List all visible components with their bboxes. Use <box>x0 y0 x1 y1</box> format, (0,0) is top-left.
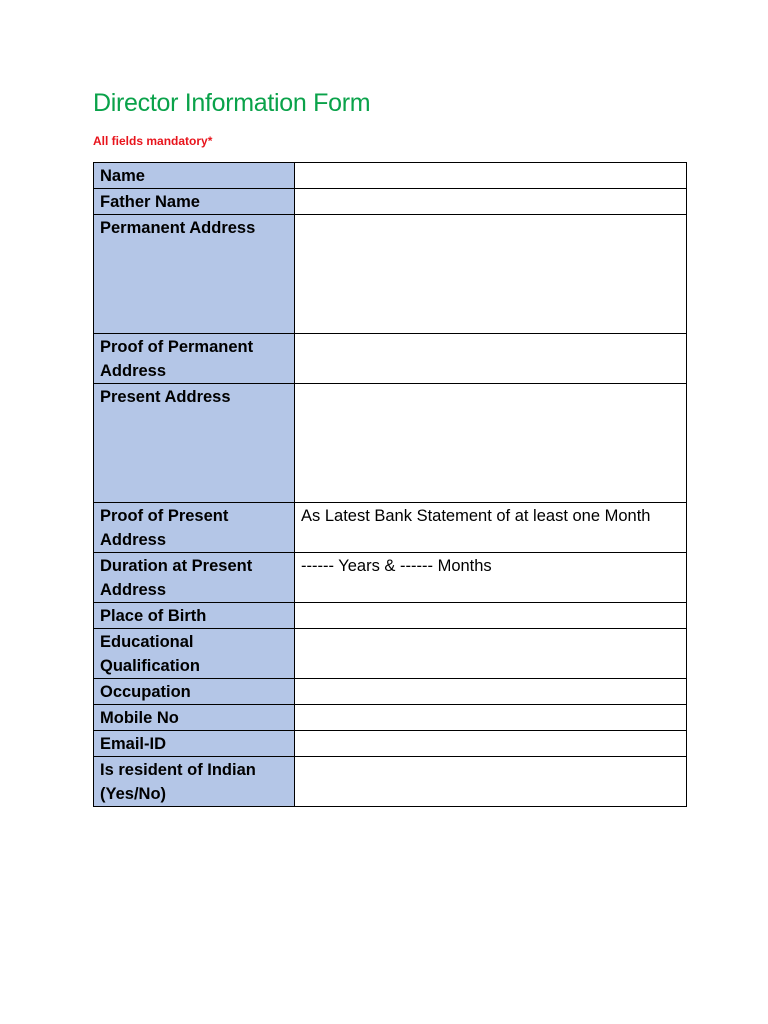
field-value-name[interactable] <box>295 163 687 189</box>
field-label-place-of-birth: Place of Birth <box>94 603 295 629</box>
field-value-duration-at-present-address[interactable]: ------ Years & ------ Months <box>295 553 687 603</box>
field-label-email-id: Email-ID <box>94 731 295 757</box>
field-value-email-id[interactable] <box>295 731 687 757</box>
table-row <box>94 334 687 384</box>
table-row <box>94 553 687 603</box>
form-title: Director Information Form <box>93 89 371 117</box>
director-info-table <box>93 162 687 807</box>
field-label-name: Name <box>94 163 295 189</box>
table-row <box>94 731 687 757</box>
table-row <box>94 215 687 334</box>
table-row <box>94 705 687 731</box>
table-row <box>94 679 687 705</box>
table-row <box>94 757 687 807</box>
field-value-occupation[interactable] <box>295 679 687 705</box>
field-value-present-address[interactable] <box>295 384 687 503</box>
field-value-proof-of-permanent-address[interactable] <box>295 334 687 384</box>
field-label-is-resident-of-indian: Is resident of Indian (Yes/No) <box>94 757 295 807</box>
mandatory-note: All fields mandatory* <box>93 134 213 148</box>
field-label-occupation: Occupation <box>94 679 295 705</box>
field-label-duration-at-present-address: Duration at Present Address <box>94 553 295 603</box>
field-label-permanent-address: Permanent Address <box>94 215 295 334</box>
field-value-educational-qualification[interactable] <box>295 629 687 679</box>
field-label-proof-of-permanent-address: Proof of Permanent Address <box>94 334 295 384</box>
field-value-permanent-address[interactable] <box>295 215 687 334</box>
field-value-mobile-no[interactable] <box>295 705 687 731</box>
field-label-mobile-no: Mobile No <box>94 705 295 731</box>
field-label-father-name: Father Name <box>94 189 295 215</box>
table-row <box>94 189 687 215</box>
table-row <box>94 629 687 679</box>
table-row <box>94 384 687 503</box>
field-label-educational-qualification: Educational Qualification <box>94 629 295 679</box>
field-value-father-name[interactable] <box>295 189 687 215</box>
field-label-proof-of-present-address: Proof of Present Address <box>94 503 295 553</box>
table-row <box>94 163 687 189</box>
table-row <box>94 503 687 553</box>
field-value-proof-of-present-address[interactable]: As Latest Bank Statement of at least one Month <box>295 503 687 553</box>
field-value-is-resident-of-indian[interactable] <box>295 757 687 807</box>
table-row <box>94 603 687 629</box>
field-value-place-of-birth[interactable] <box>295 603 687 629</box>
field-label-present-address: Present Address <box>94 384 295 503</box>
